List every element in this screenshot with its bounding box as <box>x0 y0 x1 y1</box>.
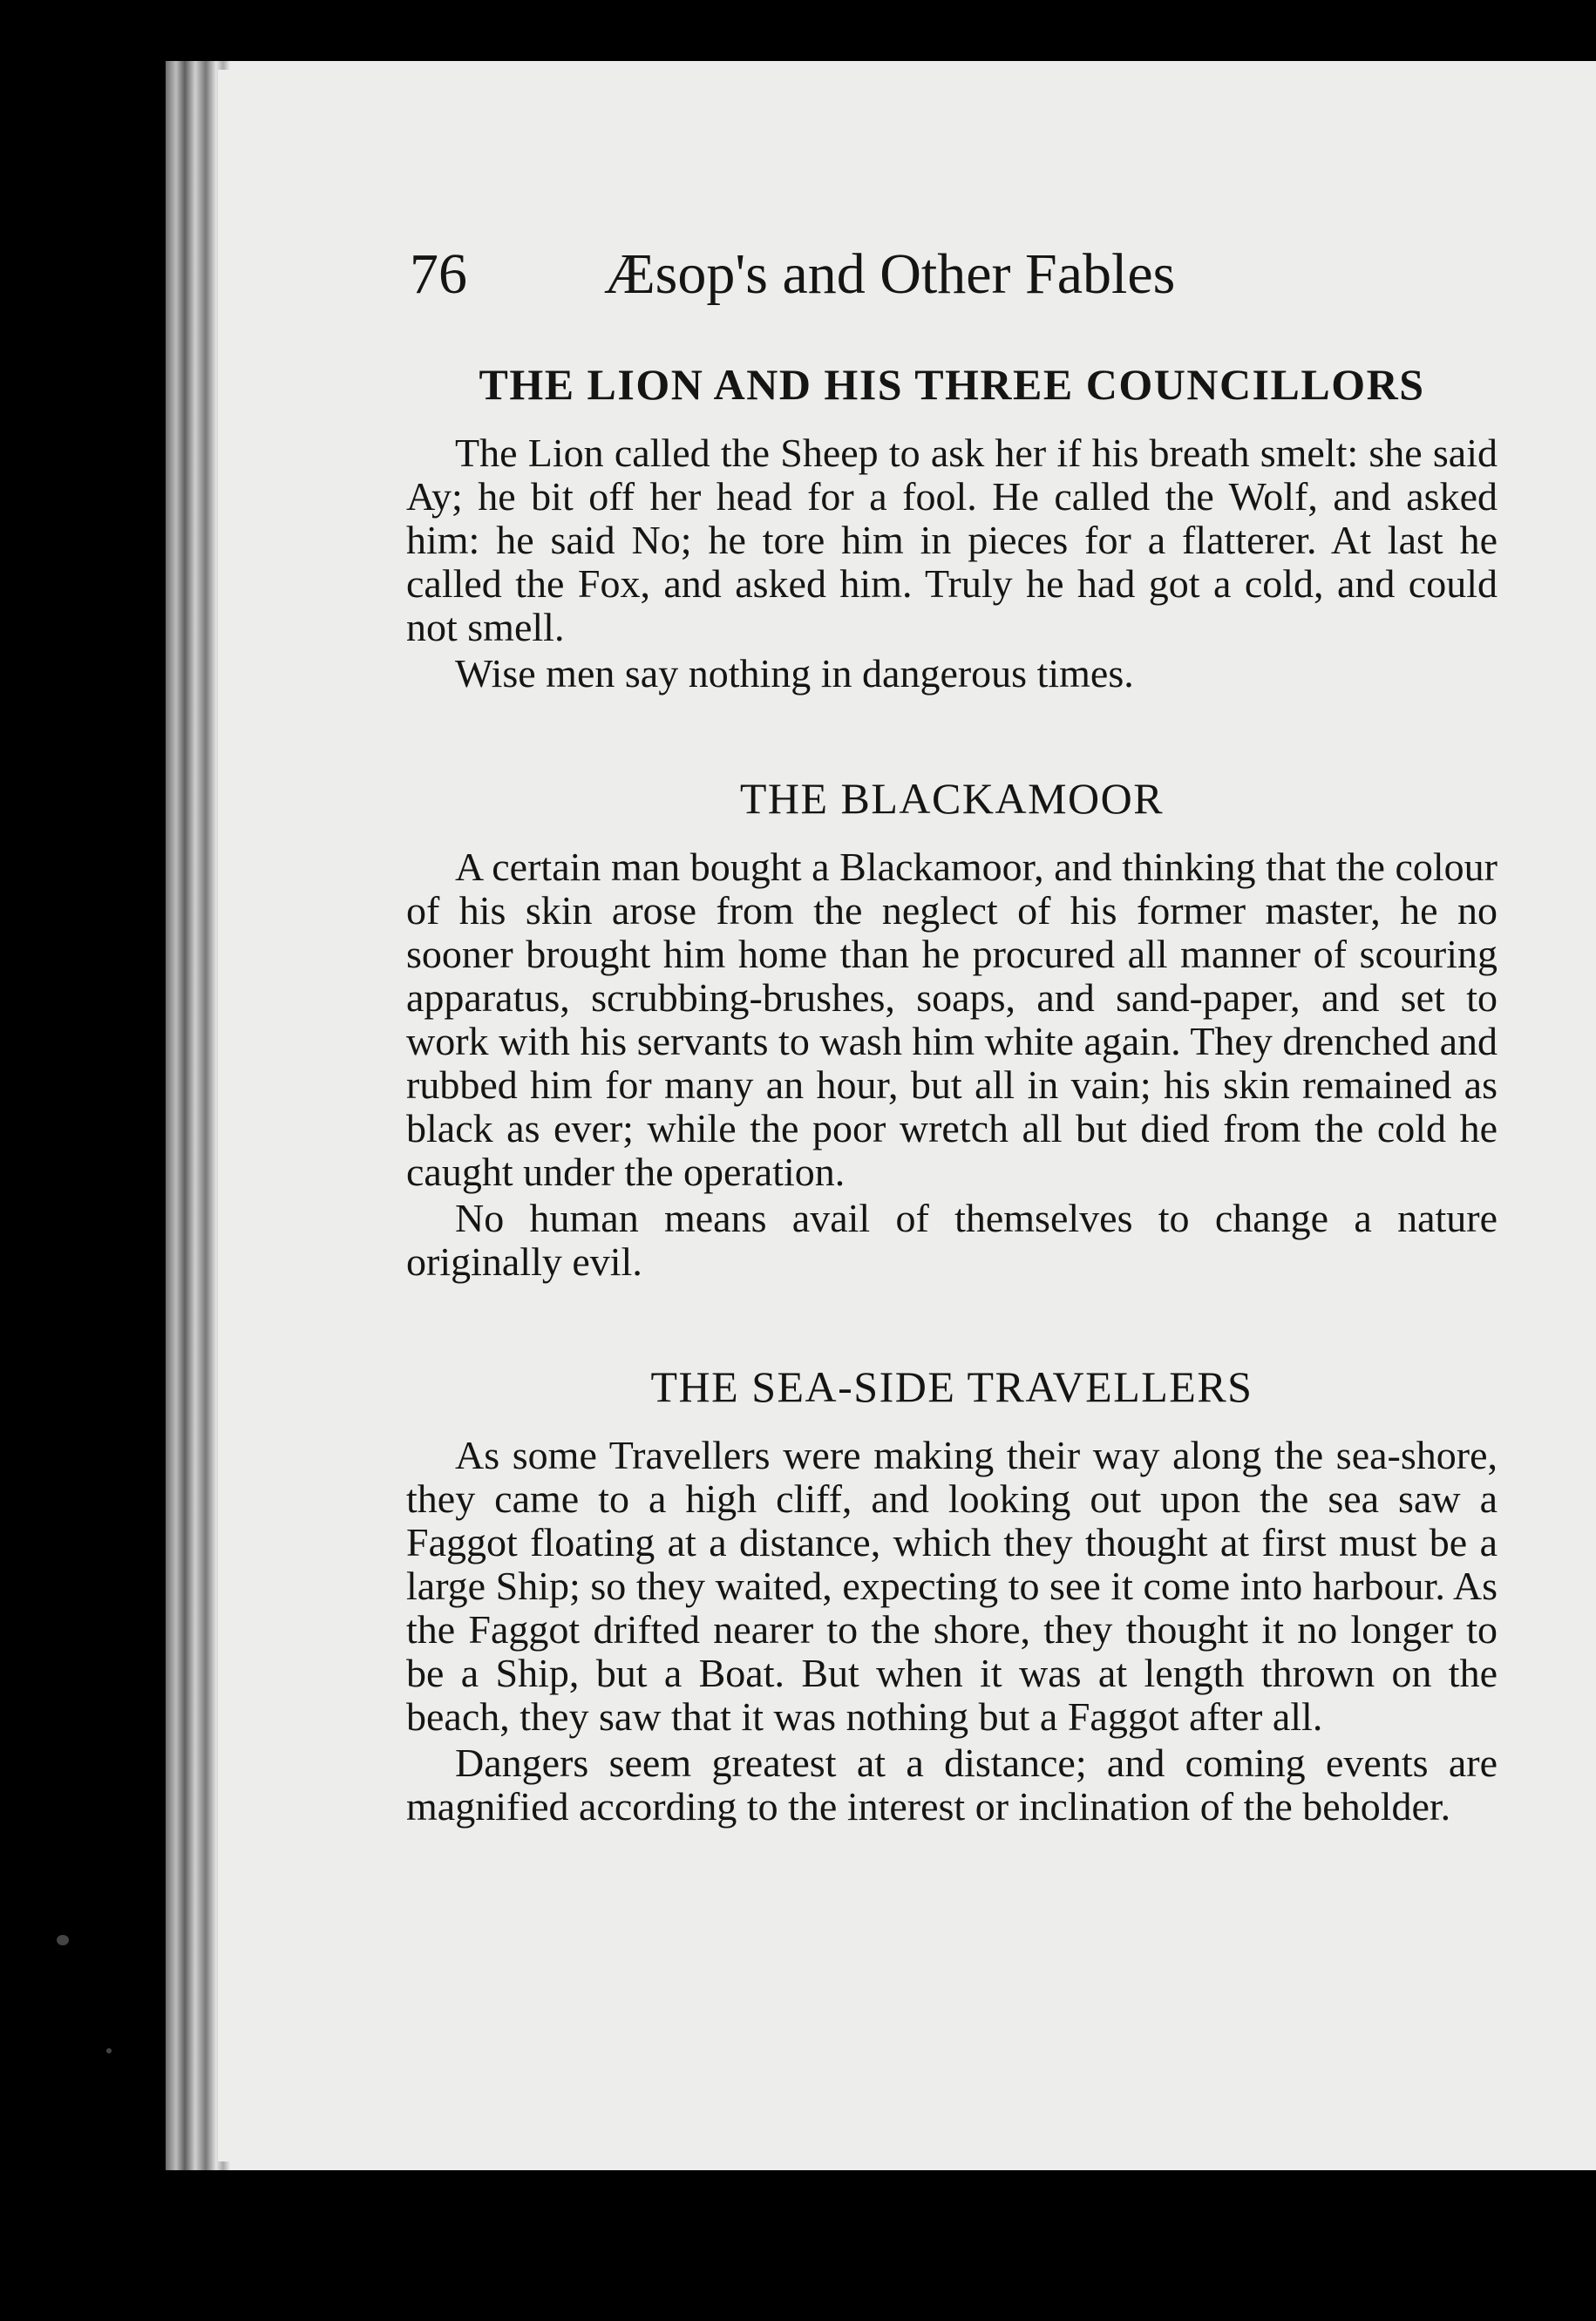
fable-text: A certain man bought a Blackamoor, and thinking that the colour of his skin arose from the neglect of his former master, he no sooner brought him home than he procured all manner of scouring apparatus, scrubbing-brushes, soaps, and sand-paper, and set to work with his servants to wash him white again. They drenched and rubbed him for many an hour, but all in vain; his skin remained as black as ever; while the poor wretch all but died from the cold he caught under the operation. <box>406 845 1498 1194</box>
fable-lion-councillors <box>406 353 1498 696</box>
fable-text: As some Travellers were making their way along the sea-shore, they came to a high cliff, and looking out upon the sea saw a Faggot floating at a distance, which they thought at first must be a large Ship; so they waited, expecting to see it come into harbour. As the Faggot drifted nearer to the shore, they thought it no longer to be a Ship, but a Boat. But when it was at length thrown on the beach, they saw that it was nothing but a Faggot after all. <box>406 1433 1498 1739</box>
fable-moral: Dangers seem greatest at a distance; and coming events are magnified according to the interest or inclination of the beholder. <box>406 1741 1498 1829</box>
fable-moral: Wise men say nothing in dangerous times. <box>455 651 1134 696</box>
fable-title: THE BLACKAMOOR <box>739 774 1165 823</box>
page-number: 76 <box>410 242 467 306</box>
fable-title: THE SEA-SIDE TRAVELLERS <box>650 1362 1253 1411</box>
scan-speck <box>57 1935 69 1945</box>
page-body <box>406 353 1498 1829</box>
page-header <box>410 235 1543 331</box>
fable-blackamoor <box>406 767 1498 1284</box>
fable-title: THE LION AND HIS THREE COUNCILLORS <box>479 360 1425 409</box>
running-title: Æsop's and Other Fables <box>604 242 1176 306</box>
fable-moral: No human means avail of themselves to change a nature originally evil. <box>406 1196 1498 1284</box>
fable-sea-side-travellers <box>406 1355 1498 1829</box>
fable-text: The Lion called the Sheep to ask her if his breath smelt: she said Ay; he bit off her head for a fool. He called the Wolf, and asked him: he said No; he tore him in pieces for a flatterer. At last he called the Fox, and asked him. Truly he had got a cold, and could not smell. <box>406 431 1498 649</box>
scan-speck <box>106 2048 112 2053</box>
